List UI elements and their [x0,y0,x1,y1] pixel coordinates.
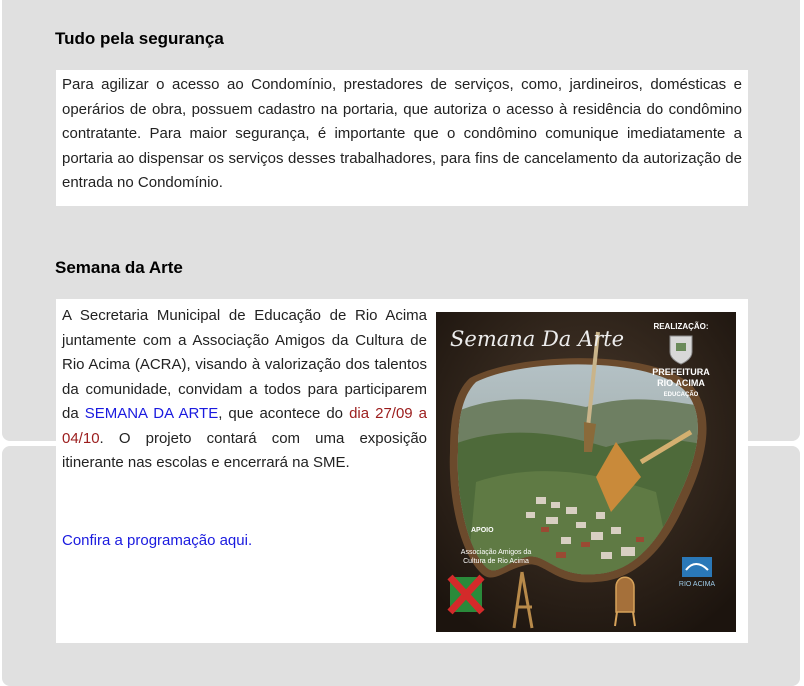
seguranca-text-box [56,70,748,206]
paragraph-text-2: , que acontece do [218,405,350,422]
section-title-semana-arte: Semana da Arte [55,258,183,277]
seguranca-paragraph: Para agilizar o acesso ao Condomínio, prestadores de serviços, como, jardineiros, domésticas e operários de obra, possuem cadastro na portaria, que autoriza o acesso à residência do condômino contratante. Para maior segurança, é importante que o condômino comunique imediatamente a portaria ao dispensar os serviços desses trabalhadores, para fins de cancelamento da autorização de entrada no Condomínio. [62,76,742,191]
acra-logo-icon [450,577,482,612]
rio-acima-partner-icon [682,557,712,577]
prefeitura-crest-icon [670,336,692,364]
poster-prefeitura-2: RIO ACIMA [657,378,705,388]
semana-arte-paragraph [62,304,427,476]
event-dates: dia 27/09 a 04/10 [62,405,428,447]
paragraph-text-1: A Secretaria Municipal de Educação de Rio Acima juntamente com a Associação Amigos da Cultura de Rio Acima (ACRA), visando à valorização dos talentos da comunidade, convidam a todos para participarem da [62,307,427,422]
poster-apoio-line1: Associação Amigos da [460,549,532,556]
semana-arte-link[interactable]: SEMANA DA ARTE [84,405,219,422]
poster-prefeitura-1: PREFEITURA [652,367,710,377]
programacao-link[interactable]: Confira a programação aqui. [62,532,253,549]
poster-partner-label: RIO ACIMA [678,581,716,588]
poster-prefeitura-3: EDUCAÇÃO [663,392,699,398]
poster-title: Semana Da Arte [450,327,625,351]
semana-arte-poster [436,312,736,632]
poster-realizacao-label: REALIZAÇÃO: [653,322,709,331]
section-title-seguranca: Tudo pela segurança [55,29,224,48]
poster-apoio-line2: Cultura de Rio Acima [463,558,529,565]
semana-arte-box [56,299,748,643]
paragraph-text-3: . O projeto contará com uma exposição itinerante nas escolas e encerrará na SME. [62,429,427,471]
poster-apoio-label: APOIO [471,527,494,534]
